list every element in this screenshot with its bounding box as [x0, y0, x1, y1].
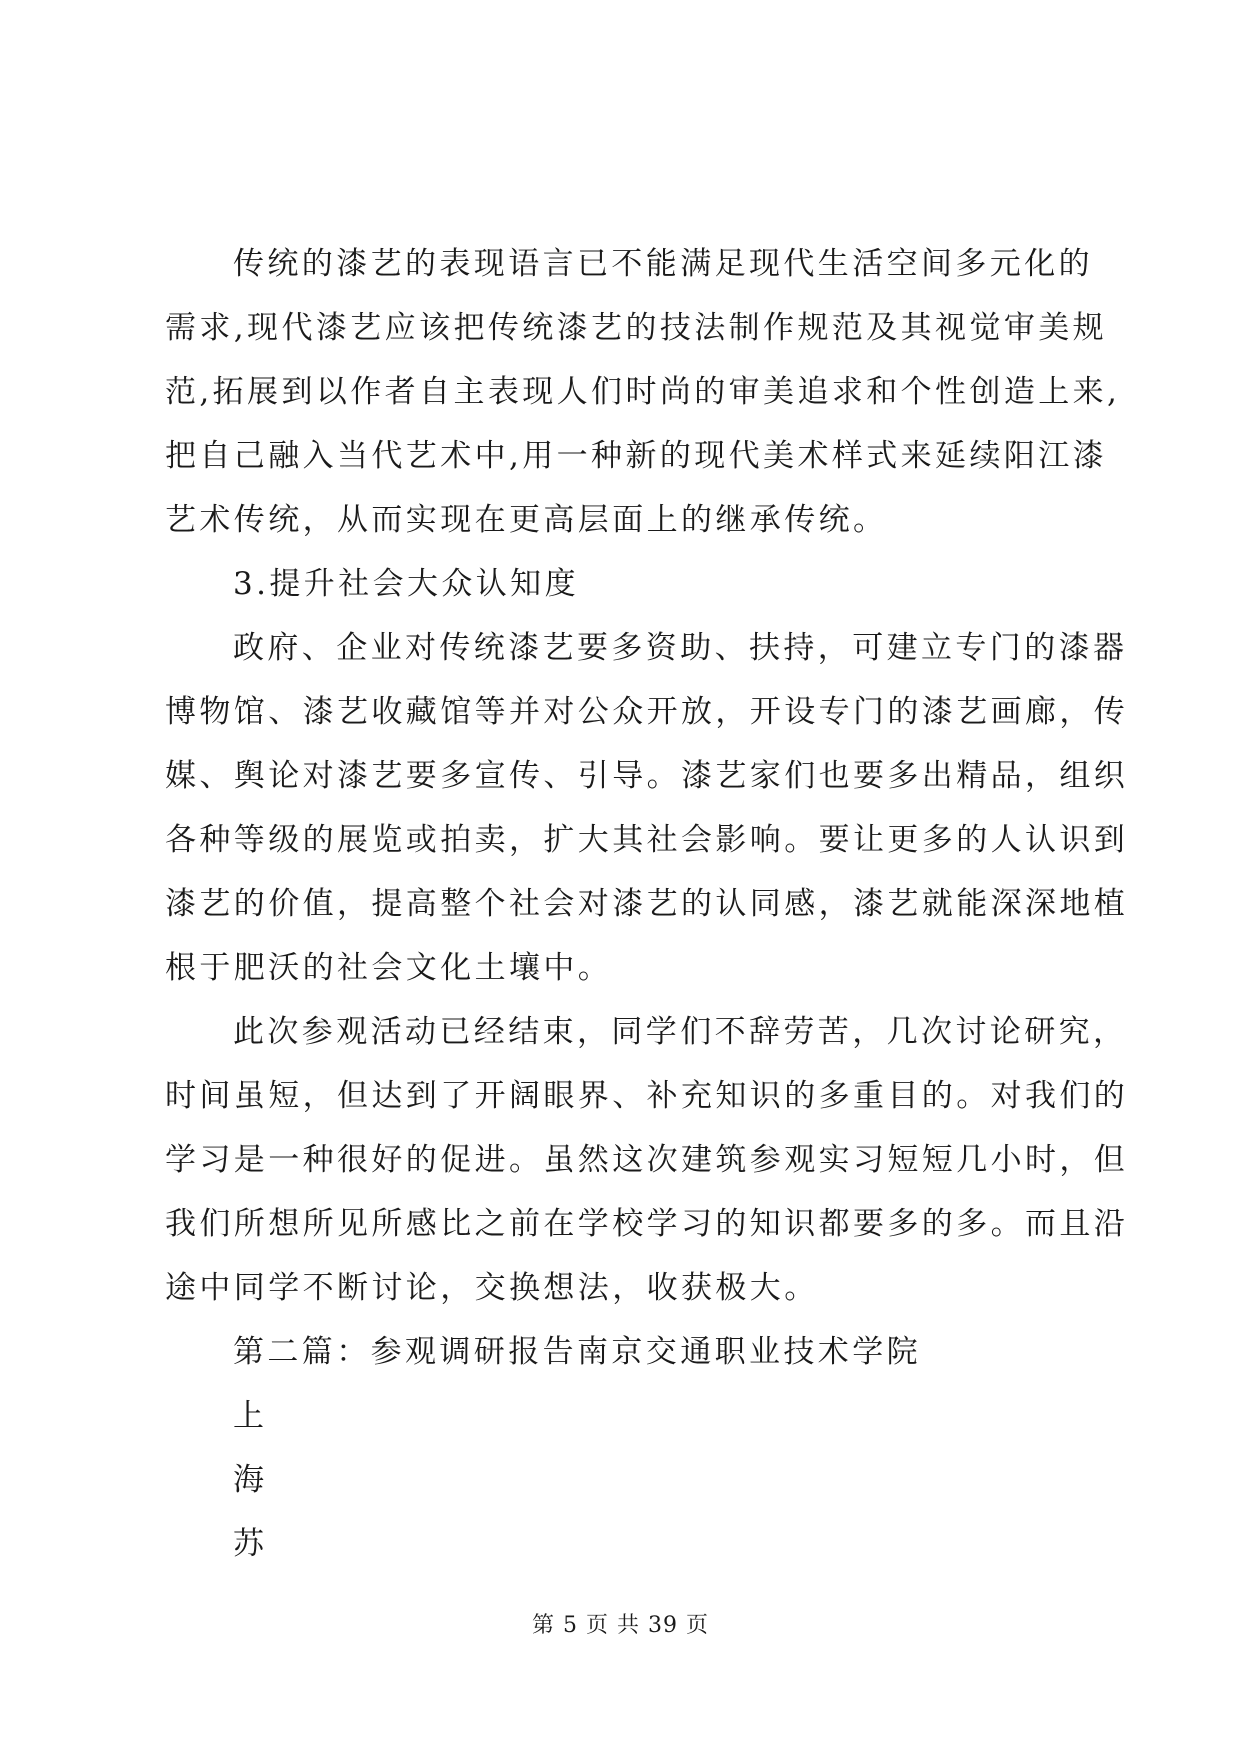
paragraph-1-line-3: 范,拓展到以作者自主表现人们时尚的审美追求和个性创造上来, — [165, 374, 1121, 410]
section-title: 第二篇：参观调研报告南京交通职业技术学院 — [233, 1334, 921, 1370]
paragraph-2-line-2: 博物馆、漆艺收藏馆等并对公众开放，开设专门的漆艺画廊，传 — [165, 694, 1129, 730]
vertical-char-3: 苏 — [233, 1526, 268, 1562]
paragraph-2-line-5: 漆艺的价值，提高整个社会对漆艺的认同感，漆艺就能深深地植 — [165, 886, 1129, 922]
paragraph-1-line-4: 把自己融入当代艺术中,用一种新的现代美术样式来延续阳江漆 — [165, 438, 1108, 474]
paragraph-3-line-1: 此次参观活动已经结束，同学们不辞劳苦，几次讨论研究， — [233, 1014, 1128, 1050]
vertical-char-2: 海 — [233, 1462, 268, 1498]
document-body — [165, 232, 1129, 1576]
paragraph-2-line-6: 根于肥沃的社会文化土壤中。 — [165, 950, 613, 986]
paragraph-1-line-5: 艺术传统，从而实现在更高层面上的继承传统。 — [165, 502, 888, 538]
paragraph-2-line-1: 政府、企业对传统漆艺要多资助、扶持，可建立专门的漆器 — [233, 630, 1128, 666]
section-heading-3: 3.提升社会大众认知度 — [233, 566, 579, 602]
paragraph-2-line-3: 媒、舆论对漆艺要多宣传、引导。漆艺家们也要多出精品，组织 — [165, 758, 1129, 794]
vertical-char-1: 上 — [233, 1398, 268, 1434]
paragraph-3-line-5: 途中同学不断讨论，交换想法，收获极大。 — [165, 1270, 819, 1306]
paragraph-3-line-2: 时间虽短，但达到了开阔眼界、补充知识的多重目的。对我们的 — [165, 1078, 1129, 1114]
paragraph-3-line-3: 学习是一种很好的促进。虽然这次建筑参观实习短短几小时，但 — [165, 1142, 1129, 1178]
paragraph-2-line-4: 各种等级的展览或拍卖，扩大其社会影响。要让更多的人认识到 — [165, 822, 1129, 858]
page-footer: 第 5 页 共 39 页 — [532, 1613, 709, 1638]
paragraph-3-line-4: 我们所想所见所感比之前在学校学习的知识都要多的多。而且沿 — [165, 1206, 1129, 1242]
paragraph-1-line-1: 传统的漆艺的表现语言已不能满足现代生活空间多元化的 — [233, 246, 1093, 282]
paragraph-1-line-2: 需求,现代漆艺应该把传统漆艺的技法制作规范及其视觉审美规 — [165, 310, 1108, 346]
